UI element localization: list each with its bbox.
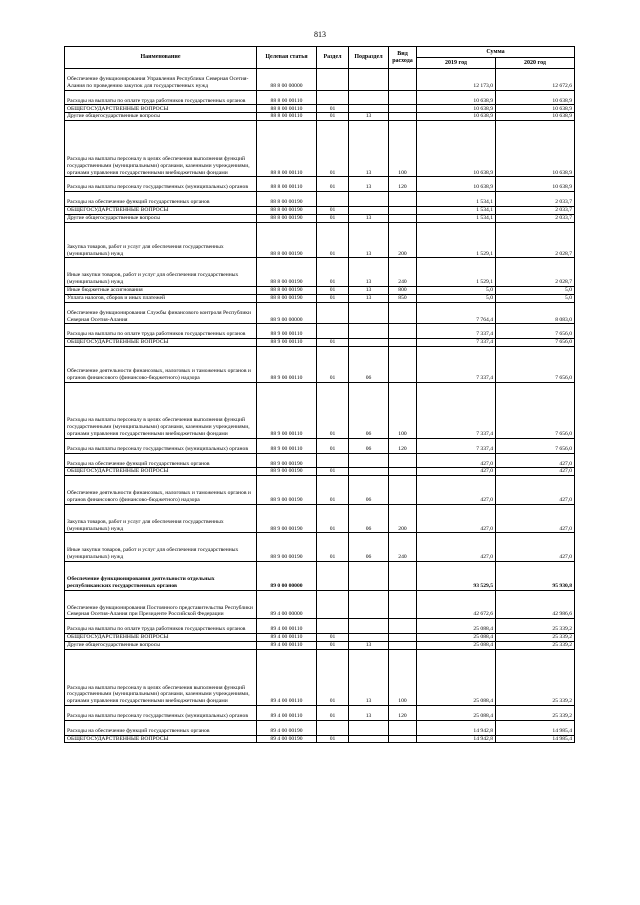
row-sum-2019-cell: 427,0 bbox=[417, 504, 496, 533]
row-subsection-cell bbox=[349, 207, 389, 215]
table-row bbox=[65, 453, 575, 468]
row-target-article-cell: 88 9 00 00110 bbox=[257, 324, 317, 339]
table-row bbox=[65, 720, 575, 735]
row-target-article-cell: 88 8 00 00190 bbox=[257, 222, 317, 258]
row-name-cell: Иные бюджетные ассигнования bbox=[65, 286, 257, 294]
row-target-article-cell: 88 9 00 00110 bbox=[257, 339, 317, 347]
row-name-cell: ОБЩЕГОСУДАРСТВЕННЫЕ ВОПРОСЫ bbox=[65, 207, 257, 215]
budget-table bbox=[64, 46, 575, 743]
row-sum-2020-cell: 7 656,0 bbox=[496, 438, 575, 453]
row-section-cell bbox=[317, 324, 349, 339]
row-expense-type-cell bbox=[389, 619, 417, 634]
row-name-cell: Закупка товаров, работ и услуг для обеспечения государственных (муниципальных) нужд bbox=[65, 222, 257, 258]
row-name-cell: Расходы на обеспечение функций государственных органов bbox=[65, 453, 257, 468]
row-sum-2020-cell: 2 033,7 bbox=[496, 214, 575, 222]
row-target-article-cell: 89 4 00 00110 bbox=[257, 634, 317, 642]
row-expense-type-cell bbox=[389, 476, 417, 505]
row-expense-type-cell: 850 bbox=[389, 294, 417, 302]
table-row bbox=[65, 90, 575, 105]
header-target-article: Целевая статья bbox=[257, 47, 317, 69]
row-section-cell bbox=[317, 720, 349, 735]
row-section-cell: 01 bbox=[317, 286, 349, 294]
row-section-cell: 01 bbox=[317, 504, 349, 533]
row-subsection-cell bbox=[349, 562, 389, 591]
row-name-cell: Расходы на выплаты по оплате труда работников государственных органов bbox=[65, 324, 257, 339]
row-sum-2020-cell: 8 083,0 bbox=[496, 302, 575, 324]
row-sum-2020-cell: 5,0 bbox=[496, 286, 575, 294]
row-section-cell: 01 bbox=[317, 294, 349, 302]
row-target-article-cell: 88 9 00 00190 bbox=[257, 453, 317, 468]
row-sum-2019-cell: 14 942,8 bbox=[417, 720, 496, 735]
table-row bbox=[65, 302, 575, 324]
row-subsection-cell bbox=[349, 324, 389, 339]
row-sum-2019-cell: 7 337,4 bbox=[417, 347, 496, 383]
row-section-cell: 01 bbox=[317, 468, 349, 476]
table-row bbox=[65, 339, 575, 347]
row-sum-2020-cell: 25 339,2 bbox=[496, 649, 575, 705]
row-sum-2019-cell: 427,0 bbox=[417, 533, 496, 562]
row-sum-2019-cell: 93 529,5 bbox=[417, 562, 496, 591]
row-expense-type-cell bbox=[389, 634, 417, 642]
row-sum-2019-cell: 7 337,4 bbox=[417, 438, 496, 453]
row-section-cell: 01 bbox=[317, 339, 349, 347]
row-subsection-cell: 06 bbox=[349, 504, 389, 533]
row-name-cell: Обеспечение деятельности финансовых, налоговых и таможенных органов и органов финансового (финансово-бюджетного) надзора bbox=[65, 476, 257, 505]
row-expense-type-cell bbox=[389, 720, 417, 735]
row-expense-type-cell bbox=[389, 562, 417, 591]
table-row bbox=[65, 324, 575, 339]
row-name-cell: ОБЩЕГОСУДАРСТВЕННЫЕ ВОПРОСЫ bbox=[65, 468, 257, 476]
row-sum-2020-cell: 7 656,0 bbox=[496, 324, 575, 339]
row-target-article-cell: 89 4 00 00190 bbox=[257, 720, 317, 735]
row-section-cell: 01 bbox=[317, 476, 349, 505]
row-sum-2020-cell: 427,0 bbox=[496, 453, 575, 468]
row-sum-2020-cell: 7 656,0 bbox=[496, 339, 575, 347]
row-target-article-cell: 88 9 00 00190 bbox=[257, 476, 317, 505]
row-target-article-cell: 88 8 00 00190 bbox=[257, 286, 317, 294]
row-expense-type-cell: 120 bbox=[389, 177, 417, 192]
row-subsection-cell: 06 bbox=[349, 476, 389, 505]
row-target-article-cell: 88 8 00 00190 bbox=[257, 258, 317, 287]
table-row bbox=[65, 562, 575, 591]
row-name-cell: Обеспечение деятельности финансовых, налоговых и таможенных органов и органов финансового (финансово-бюджетного) надзора bbox=[65, 347, 257, 383]
row-sum-2019-cell: 12 173,0 bbox=[417, 69, 496, 91]
row-target-article-cell: 89 4 00 00190 bbox=[257, 735, 317, 743]
row-name-cell: Другие общегосударственные вопросы bbox=[65, 641, 257, 649]
row-expense-type-cell: 200 bbox=[389, 222, 417, 258]
row-name-cell: Расходы на выплаты персоналу в целях обеспечения выполнения функций государственными (муниципальными) органами, казенными учреждениями, органами управления государственными внебюджетными фондами bbox=[65, 382, 257, 438]
header-name: Наименование bbox=[65, 47, 257, 69]
row-expense-type-cell bbox=[389, 214, 417, 222]
table-row bbox=[65, 533, 575, 562]
row-target-article-cell: 88 9 00 00110 bbox=[257, 438, 317, 453]
row-name-cell: Иные закупки товаров, работ и услуг для обеспечения государственных (муниципальных) нужд bbox=[65, 533, 257, 562]
row-target-article-cell: 88 8 00 00110 bbox=[257, 90, 317, 105]
header-sum: Сумма bbox=[417, 47, 575, 58]
row-expense-type-cell: 800 bbox=[389, 286, 417, 294]
row-section-cell: 01 bbox=[317, 258, 349, 287]
row-section-cell: 01 bbox=[317, 113, 349, 121]
row-sum-2020-cell: 2 033,7 bbox=[496, 207, 575, 215]
table-row bbox=[65, 590, 575, 619]
row-sum-2020-cell: 25 339,2 bbox=[496, 641, 575, 649]
row-section-cell: 01 bbox=[317, 214, 349, 222]
row-name-cell: Расходы на обеспечение функций государственных органов bbox=[65, 192, 257, 207]
row-expense-type-cell bbox=[389, 453, 417, 468]
page-number: 813 bbox=[314, 30, 326, 39]
table-row bbox=[65, 69, 575, 91]
row-name-cell: Обеспечение функционирования Службы финансового контроля Республики Северная Осетия-Алания bbox=[65, 302, 257, 324]
row-sum-2020-cell: 14 985,4 bbox=[496, 720, 575, 735]
table-row bbox=[65, 476, 575, 505]
row-sum-2020-cell: 10 638,9 bbox=[496, 113, 575, 121]
row-target-article-cell: 88 8 00 00190 bbox=[257, 294, 317, 302]
row-name-cell: Другие общегосударственные вопросы bbox=[65, 214, 257, 222]
table-row bbox=[65, 634, 575, 642]
row-subsection-cell: 13 bbox=[349, 705, 389, 720]
table-row bbox=[65, 619, 575, 634]
row-name-cell: Закупка товаров, работ и услуг для обеспечения государственных (муниципальных) нужд bbox=[65, 504, 257, 533]
row-target-article-cell: 88 9 00 00190 bbox=[257, 468, 317, 476]
row-section-cell: 01 bbox=[317, 735, 349, 743]
row-expense-type-cell: 100 bbox=[389, 382, 417, 438]
row-sum-2019-cell: 25 088,4 bbox=[417, 619, 496, 634]
row-expense-type-cell: 240 bbox=[389, 533, 417, 562]
row-name-cell: Расходы на выплаты персоналу в целях обеспечения выполнения функций государственными (муниципальными) органами, казенными учреждениями, органами управления государственными внебюджетными фондами bbox=[65, 649, 257, 705]
row-sum-2019-cell: 427,0 bbox=[417, 453, 496, 468]
row-target-article-cell: 88 8 00 00190 bbox=[257, 192, 317, 207]
row-subsection-cell bbox=[349, 69, 389, 91]
row-sum-2020-cell: 12 672,6 bbox=[496, 69, 575, 91]
row-name-cell: ОБЩЕГОСУДАРСТВЕННЫЕ ВОПРОСЫ bbox=[65, 634, 257, 642]
row-section-cell bbox=[317, 302, 349, 324]
row-section-cell: 01 bbox=[317, 649, 349, 705]
row-expense-type-cell bbox=[389, 90, 417, 105]
row-sum-2019-cell: 1 534,1 bbox=[417, 214, 496, 222]
table-row bbox=[65, 735, 575, 743]
row-expense-type-cell bbox=[389, 468, 417, 476]
row-expense-type-cell: 240 bbox=[389, 258, 417, 287]
row-name-cell: Расходы на выплаты по оплате труда работников государственных органов bbox=[65, 619, 257, 634]
table-row bbox=[65, 207, 575, 215]
row-subsection-cell bbox=[349, 339, 389, 347]
row-section-cell bbox=[317, 590, 349, 619]
row-section-cell bbox=[317, 453, 349, 468]
row-subsection-cell: 13 bbox=[349, 113, 389, 121]
row-expense-type-cell: 120 bbox=[389, 438, 417, 453]
row-sum-2020-cell: 42 986,6 bbox=[496, 590, 575, 619]
row-sum-2020-cell: 25 339,2 bbox=[496, 634, 575, 642]
row-section-cell: 01 bbox=[317, 382, 349, 438]
row-section-cell bbox=[317, 192, 349, 207]
row-sum-2020-cell: 10 638,9 bbox=[496, 90, 575, 105]
row-target-article-cell: 89 4 00 00110 bbox=[257, 619, 317, 634]
row-name-cell: Обеспечение функционирования деятельности отдельных республиканских государственных органов bbox=[65, 562, 257, 591]
row-sum-2020-cell: 427,0 bbox=[496, 533, 575, 562]
row-target-article-cell: 88 8 00 00110 bbox=[257, 121, 317, 177]
header-section: Раздел bbox=[317, 47, 349, 69]
table-row bbox=[65, 214, 575, 222]
row-sum-2020-cell: 10 638,9 bbox=[496, 105, 575, 113]
row-sum-2020-cell: 7 656,0 bbox=[496, 382, 575, 438]
row-subsection-cell: 13 bbox=[349, 294, 389, 302]
row-expense-type-cell bbox=[389, 192, 417, 207]
row-sum-2020-cell: 95 930,8 bbox=[496, 562, 575, 591]
row-section-cell bbox=[317, 90, 349, 105]
row-sum-2020-cell: 427,0 bbox=[496, 468, 575, 476]
row-subsection-cell bbox=[349, 720, 389, 735]
row-section-cell: 01 bbox=[317, 438, 349, 453]
row-sum-2019-cell: 7 764,4 bbox=[417, 302, 496, 324]
row-section-cell: 01 bbox=[317, 347, 349, 383]
row-subsection-cell bbox=[349, 735, 389, 743]
row-subsection-cell: 06 bbox=[349, 382, 389, 438]
row-expense-type-cell bbox=[389, 735, 417, 743]
row-subsection-cell: 13 bbox=[349, 177, 389, 192]
row-section-cell: 01 bbox=[317, 705, 349, 720]
row-sum-2020-cell: 2 028,7 bbox=[496, 258, 575, 287]
header-expense-type: Вид расхода bbox=[389, 47, 417, 69]
row-subsection-cell: 06 bbox=[349, 533, 389, 562]
table-row bbox=[65, 649, 575, 705]
row-sum-2019-cell: 7 337,4 bbox=[417, 324, 496, 339]
row-subsection-cell bbox=[349, 302, 389, 324]
row-sum-2019-cell: 5,0 bbox=[417, 286, 496, 294]
row-expense-type-cell bbox=[389, 324, 417, 339]
row-subsection-cell: 13 bbox=[349, 641, 389, 649]
row-name-cell: Расходы на выплаты персоналу государственных (муниципальных) органов bbox=[65, 177, 257, 192]
row-subsection-cell bbox=[349, 590, 389, 619]
row-section-cell: 01 bbox=[317, 121, 349, 177]
row-expense-type-cell: 120 bbox=[389, 705, 417, 720]
row-section-cell: 01 bbox=[317, 533, 349, 562]
row-section-cell: 01 bbox=[317, 222, 349, 258]
row-expense-type-cell bbox=[389, 302, 417, 324]
table-row bbox=[65, 468, 575, 476]
row-subsection-cell: 13 bbox=[349, 286, 389, 294]
row-subsection-cell bbox=[349, 468, 389, 476]
row-name-cell: Другие общегосударственные вопросы bbox=[65, 113, 257, 121]
row-name-cell: Расходы на выплаты персоналу государственных (муниципальных) органов bbox=[65, 705, 257, 720]
row-sum-2019-cell: 25 088,4 bbox=[417, 634, 496, 642]
row-section-cell: 01 bbox=[317, 177, 349, 192]
row-sum-2019-cell: 10 638,9 bbox=[417, 90, 496, 105]
row-sum-2019-cell: 1 534,1 bbox=[417, 192, 496, 207]
table-row bbox=[65, 177, 575, 192]
row-sum-2019-cell: 7 337,4 bbox=[417, 339, 496, 347]
row-expense-type-cell bbox=[389, 339, 417, 347]
row-sum-2020-cell: 7 656,0 bbox=[496, 347, 575, 383]
row-subsection-cell bbox=[349, 105, 389, 113]
row-sum-2020-cell: 2 028,7 bbox=[496, 222, 575, 258]
table-row bbox=[65, 382, 575, 438]
row-target-article-cell: 89 4 00 00110 bbox=[257, 641, 317, 649]
row-target-article-cell: 88 8 00 00110 bbox=[257, 113, 317, 121]
row-section-cell: 01 bbox=[317, 105, 349, 113]
row-expense-type-cell bbox=[389, 105, 417, 113]
row-subsection-cell bbox=[349, 619, 389, 634]
row-sum-2020-cell: 14 985,4 bbox=[496, 735, 575, 743]
row-target-article-cell: 88 8 00 00190 bbox=[257, 214, 317, 222]
row-expense-type-cell: 200 bbox=[389, 504, 417, 533]
row-subsection-cell: 06 bbox=[349, 438, 389, 453]
row-name-cell: Расходы на выплаты по оплате труда работников государственных органов bbox=[65, 90, 257, 105]
row-section-cell: 01 bbox=[317, 207, 349, 215]
row-sum-2019-cell: 14 942,8 bbox=[417, 735, 496, 743]
row-target-article-cell: 88 8 00 00110 bbox=[257, 105, 317, 113]
row-target-article-cell: 88 9 00 00110 bbox=[257, 382, 317, 438]
row-target-article-cell: 88 8 00 00000 bbox=[257, 69, 317, 91]
row-target-article-cell: 88 8 00 00190 bbox=[257, 207, 317, 215]
row-expense-type-cell bbox=[389, 69, 417, 91]
row-expense-type-cell: 100 bbox=[389, 649, 417, 705]
row-expense-type-cell bbox=[389, 590, 417, 619]
table-row bbox=[65, 641, 575, 649]
row-target-article-cell: 89 4 00 00000 bbox=[257, 590, 317, 619]
row-sum-2020-cell: 25 339,2 bbox=[496, 705, 575, 720]
row-target-article-cell: 88 9 00 00190 bbox=[257, 533, 317, 562]
row-expense-type-cell bbox=[389, 641, 417, 649]
row-section-cell: 01 bbox=[317, 634, 349, 642]
table-row bbox=[65, 113, 575, 121]
row-target-article-cell: 88 9 00 00000 bbox=[257, 302, 317, 324]
row-expense-type-cell: 100 bbox=[389, 121, 417, 177]
row-sum-2020-cell: 427,0 bbox=[496, 476, 575, 505]
table-row bbox=[65, 258, 575, 287]
row-section-cell bbox=[317, 562, 349, 591]
row-target-article-cell: 89 0 00 00000 bbox=[257, 562, 317, 591]
row-expense-type-cell bbox=[389, 347, 417, 383]
table-row bbox=[65, 105, 575, 113]
row-sum-2019-cell: 1 534,1 bbox=[417, 207, 496, 215]
row-subsection-cell bbox=[349, 453, 389, 468]
row-target-article-cell: 89 4 00 00110 bbox=[257, 649, 317, 705]
table-row bbox=[65, 121, 575, 177]
row-sum-2019-cell: 25 088,4 bbox=[417, 649, 496, 705]
row-name-cell: Уплата налогов, сборов и иных платежей bbox=[65, 294, 257, 302]
header-year-2019: 2019 год bbox=[417, 58, 496, 69]
row-target-article-cell: 88 9 00 00110 bbox=[257, 347, 317, 383]
table-body bbox=[65, 69, 575, 743]
row-sum-2019-cell: 42 672,6 bbox=[417, 590, 496, 619]
table-row bbox=[65, 705, 575, 720]
row-name-cell: Иные закупки товаров, работ и услуг для обеспечения государственных (муниципальных) нужд bbox=[65, 258, 257, 287]
table-row bbox=[65, 192, 575, 207]
row-sum-2019-cell: 10 638,9 bbox=[417, 177, 496, 192]
row-sum-2020-cell: 10 638,9 bbox=[496, 121, 575, 177]
row-sum-2019-cell: 10 638,9 bbox=[417, 121, 496, 177]
row-sum-2019-cell: 5,0 bbox=[417, 294, 496, 302]
row-sum-2019-cell: 427,0 bbox=[417, 476, 496, 505]
row-expense-type-cell bbox=[389, 113, 417, 121]
row-name-cell: ОБЩЕГОСУДАРСТВЕННЫЕ ВОПРОСЫ bbox=[65, 339, 257, 347]
row-name-cell: Расходы на обеспечение функций государственных органов bbox=[65, 720, 257, 735]
row-name-cell: Расходы на выплаты персоналу в целях обеспечения выполнения функций государственными (муниципальными) органами, казенными учреждениями, органами управления государственными внебюджетными фондами bbox=[65, 121, 257, 177]
row-subsection-cell: 13 bbox=[349, 214, 389, 222]
row-sum-2020-cell: 2 033,7 bbox=[496, 192, 575, 207]
row-sum-2019-cell: 25 088,4 bbox=[417, 705, 496, 720]
row-subsection-cell: 06 bbox=[349, 347, 389, 383]
header-subsection: Подраздел bbox=[349, 47, 389, 69]
row-sum-2019-cell: 427,0 bbox=[417, 468, 496, 476]
row-name-cell: ОБЩЕГОСУДАРСТВЕННЫЕ ВОПРОСЫ bbox=[65, 735, 257, 743]
row-name-cell: Расходы на выплаты персоналу государственных (муниципальных) органов bbox=[65, 438, 257, 453]
row-subsection-cell: 13 bbox=[349, 222, 389, 258]
header-year-2020: 2020 год bbox=[496, 58, 575, 69]
row-target-article-cell: 88 8 00 00110 bbox=[257, 177, 317, 192]
row-sum-2019-cell: 1 529,1 bbox=[417, 258, 496, 287]
row-sum-2020-cell: 25 339,2 bbox=[496, 619, 575, 634]
row-sum-2019-cell: 25 088,4 bbox=[417, 641, 496, 649]
row-subsection-cell bbox=[349, 634, 389, 642]
row-subsection-cell bbox=[349, 90, 389, 105]
row-name-cell: Обеспечение функционирования Управления Республики Северная Осетия-Алания по проведению закупок для государственных нужд bbox=[65, 69, 257, 91]
row-subsection-cell: 13 bbox=[349, 121, 389, 177]
row-section-cell bbox=[317, 69, 349, 91]
row-sum-2019-cell: 7 337,4 bbox=[417, 382, 496, 438]
table-row bbox=[65, 286, 575, 294]
table-row bbox=[65, 222, 575, 258]
row-sum-2019-cell: 10 638,9 bbox=[417, 113, 496, 121]
row-expense-type-cell bbox=[389, 207, 417, 215]
row-section-cell: 01 bbox=[317, 641, 349, 649]
row-target-article-cell: 88 9 00 00190 bbox=[257, 504, 317, 533]
row-sum-2020-cell: 5,0 bbox=[496, 294, 575, 302]
table-row bbox=[65, 294, 575, 302]
table-row bbox=[65, 504, 575, 533]
row-subsection-cell bbox=[349, 192, 389, 207]
row-name-cell: ОБЩЕГОСУДАРСТВЕННЫЕ ВОПРОСЫ bbox=[65, 105, 257, 113]
row-name-cell: Обеспечение функционирования Постоянного представительства Республики Северная Осетия-Алания при Президенте Российской Федерации bbox=[65, 590, 257, 619]
row-sum-2019-cell: 10 638,9 bbox=[417, 105, 496, 113]
row-section-cell bbox=[317, 619, 349, 634]
table-row bbox=[65, 438, 575, 453]
row-subsection-cell: 13 bbox=[349, 258, 389, 287]
row-sum-2020-cell: 10 638,9 bbox=[496, 177, 575, 192]
row-sum-2020-cell: 427,0 bbox=[496, 504, 575, 533]
row-sum-2019-cell: 1 529,1 bbox=[417, 222, 496, 258]
row-subsection-cell: 13 bbox=[349, 649, 389, 705]
table-row bbox=[65, 347, 575, 383]
row-target-article-cell: 89 4 00 00110 bbox=[257, 705, 317, 720]
